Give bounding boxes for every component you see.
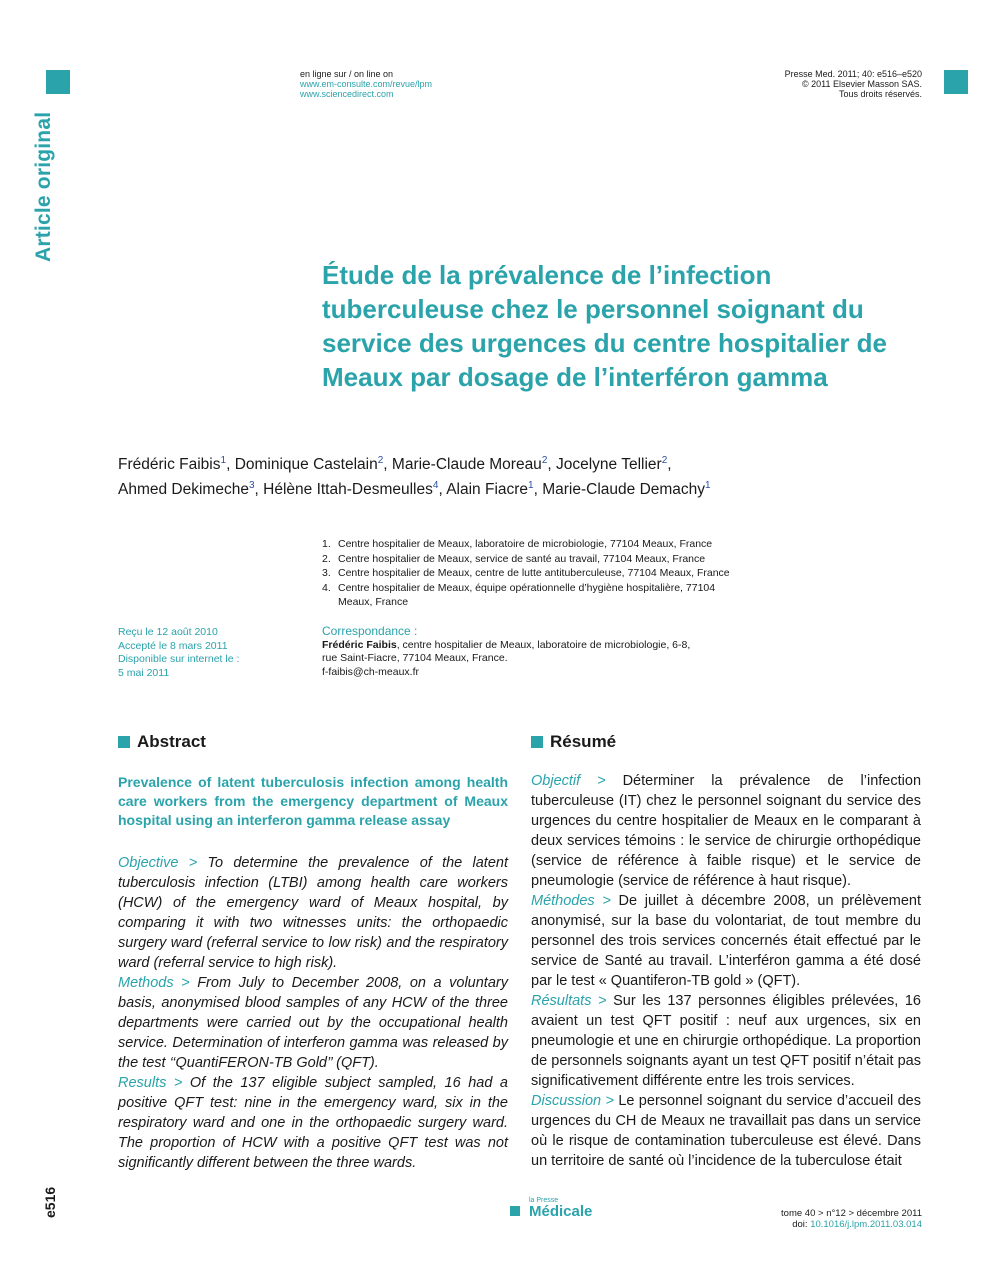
section-label: Objectif > <box>531 773 606 789</box>
correspondence-name: Frédéric Faibis <box>322 638 397 651</box>
doi-label: doi: <box>792 1219 811 1230</box>
article-dates <box>118 626 298 680</box>
author-affiliation-ref: 1 <box>220 455 227 466</box>
author-name: Hélène Ittah-Desmeulles <box>263 481 433 499</box>
affiliation-number: 3. <box>322 567 331 579</box>
heading-square-icon <box>531 736 543 748</box>
affiliation-item <box>322 537 742 552</box>
available-label: Disponible sur internet le : <box>118 653 240 665</box>
author-affiliation-ref: 4 <box>432 480 439 492</box>
author-affiliation-ref: 2 <box>377 455 384 466</box>
author-name: Alain Fiacre <box>446 481 529 499</box>
correspondence-label: Correspondance : <box>322 624 418 638</box>
article-type-label: Article original <box>32 111 55 262</box>
available-date: 5 mai 2011 <box>118 666 170 679</box>
online-info <box>300 69 432 99</box>
section-label: Methods > <box>118 975 190 991</box>
received-date: Reçu le 12 août 2010 <box>118 626 218 638</box>
section-label: Méthodes > <box>531 893 611 909</box>
resume-heading <box>531 732 616 752</box>
section-text: Sur les 137 personnes éligibles prélevées, 16 avaient un test QFT positif : neuf aux urgences, six en pneumologie et une en chirurgie orthopédique. La proportion de personnels soignants ayant un test QFT positif n’était pas significativement différente entre les trois services. <box>531 993 921 1089</box>
abstract-paragraph <box>118 1073 508 1173</box>
section-text: Le personnel soignant du service d’accueil des urgences du CH de Meaux ne travaillait pas dans un service où le risque de contamination tuberculeuse est élevé. Dans un territoire de santé où l’incidence de la tuberculose était <box>531 1093 921 1169</box>
affiliation-number: 4. <box>322 581 331 594</box>
resume-heading-text: Résumé <box>550 732 617 751</box>
affiliation-item <box>322 552 742 567</box>
resume-body <box>531 771 921 1171</box>
article-title: Étude de la prévalence de l’infection tuberculeuse chez le personnel soignant du service des urgences du centre hospitalier de Meaux par dosage de l’interféron gamma <box>322 260 888 392</box>
author-separator: , <box>533 481 543 499</box>
author-name: Ahmed Dekimeche <box>118 481 249 499</box>
section-text: Déterminer la prévalence de l’infection tuberculeuse (IT) chez le personnel soignant du service des urgences du centre hospitalier de Meaux en le comparant à deux services témoins : le service de chirurgie orthopédique (service de référence à faible risque) et le service de pneumologie (service de référence à haut risque). <box>531 773 922 889</box>
author-separator: , <box>383 456 392 474</box>
author-separator: , <box>547 456 556 474</box>
section-label: Results > <box>118 1075 183 1091</box>
rights: Tous droits réservés. <box>838 89 922 99</box>
abstract-heading <box>118 732 206 752</box>
accepted-date: Accepté le 8 mars 2011 <box>118 639 228 652</box>
section-label: Résultats > <box>531 993 607 1009</box>
page-number: e516 <box>42 1186 58 1218</box>
author-name: Frédéric Faibis <box>118 456 221 474</box>
logo-big-text: Médicale <box>529 1203 593 1220</box>
affiliation-list <box>322 537 742 610</box>
author-affiliation-ref: 2 <box>661 455 668 466</box>
author-separator: , <box>226 456 235 474</box>
sciencedirect-url[interactable]: www.sciencedirect.com <box>300 89 394 99</box>
corner-square-left <box>46 70 70 94</box>
correspondence <box>322 625 742 679</box>
affiliation-text: Centre hospitalier de Meaux, service de santé au travail, 77104 Meaux, France <box>338 552 706 565</box>
abstract-body <box>118 853 508 1173</box>
resume-paragraph <box>531 991 921 1091</box>
citation: Presse Med. 2011; 40: e516–e520 <box>784 69 922 79</box>
resume-paragraph <box>531 771 921 891</box>
author-separator: , <box>667 456 672 474</box>
issue: tome 40 > n°12 > décembre 2011 <box>781 1208 922 1219</box>
affiliation-text: Centre hospitalier de Meaux, centre de lutte antituberculeuse, 77104 Meaux, France <box>338 567 730 579</box>
correspondence-email[interactable]: f-faibis@ch-meaux.fr <box>322 665 420 678</box>
section-text: To determine the prevalence of the latent tuberculosis infection (LTBI) among health care workers (HCW) of the emergency ward of Meaux hospital, by comparing it with two witnesses units: the orthopaedic surgery ward (referral service to low risk) and the respiratory ward (referral service to high risk). <box>118 855 508 971</box>
logo-small-text: la Presse <box>529 1197 559 1204</box>
affiliation-text: Centre hospitalier de Meaux, laboratoire de microbiologie, 77104 Meaux, France <box>338 538 713 550</box>
affiliation-item <box>322 566 742 581</box>
affiliation-text: Centre hospitalier de Meaux, équipe opérationnelle d’hygiène hospitalière, 77104 Meaux, France <box>338 581 716 608</box>
affiliation-item <box>322 581 742 610</box>
author-name: Marie-Claude Moreau <box>391 456 542 474</box>
logo-square-icon <box>510 1206 520 1216</box>
author-name: Dominique Castelain <box>234 456 378 474</box>
journal-url[interactable]: www.em-consulte.com/revue/lpm <box>300 79 433 89</box>
affiliation-number: 2. <box>322 552 331 565</box>
resume-paragraph <box>531 891 921 991</box>
abstract-paragraph <box>118 973 508 1073</box>
correspondence-address: , centre hospitalier de Meaux, laboratoire de microbiologie, 6-8, <box>396 638 691 651</box>
section-text: Of the 137 eligible subject sampled, 16 had a positive QFT test: nine in the emergency ward, six in the respiratory ward and one in the orthopaedic surgery ward. The proportion of HCW with a positive QFT test was not significantly different between the three wards. <box>118 1075 508 1171</box>
author-separator: , <box>254 481 264 499</box>
issue-info <box>622 1208 922 1230</box>
author-affiliation-ref: 3 <box>248 480 255 492</box>
resume-paragraph <box>531 1091 921 1171</box>
correspondence-address-2: rue Saint-Fiacre, 77104 Meaux, France. <box>322 652 508 664</box>
abstract-title: Prevalence of latent tuberculosis infection among health care workers from the emergency department of Meaux hospital using an interferon gamma release assay <box>118 774 508 828</box>
author-name: Jocelyne Tellier <box>556 456 662 474</box>
author-affiliation-ref: 1 <box>528 480 534 492</box>
online-label: en ligne sur / on line on <box>300 69 394 79</box>
section-label: Objective > <box>118 855 198 871</box>
heading-square-icon <box>118 736 130 748</box>
author-list <box>118 450 878 500</box>
abstract-heading-text: Abstract <box>137 732 206 751</box>
doi-link[interactable]: 10.1016/j.lpm.2011.03.014 <box>810 1219 922 1230</box>
section-text: From July to December 2008, on a voluntary basis, anonymised blood samples of any HCW of the three departments were carried out by the occupational health service. Determination of interferon gamma was released by the test ‘‘QuantiFERON-TB Gold’’ (QFT). <box>118 975 508 1071</box>
author-affiliation-ref: 1 <box>705 480 711 492</box>
author-name: Marie-Claude Demachy <box>542 481 706 499</box>
citation-info <box>622 69 922 99</box>
abstract-paragraph <box>118 853 508 973</box>
section-text: De juillet à décembre 2008, un prélèvement anonymisé, sur la base du volontariat, de tout membre du personnel des trois services concernés était effectué par le service de Santé au travail. L’interféron gamma a été dosé par le test « Quantiferon-TB gold » (QFT). <box>531 893 921 989</box>
author-affiliation-ref: 2 <box>541 455 548 466</box>
affiliation-number: 1. <box>322 538 331 550</box>
section-label: Discussion > <box>531 1093 614 1109</box>
author-separator: , <box>438 481 447 499</box>
corner-square-right <box>944 70 968 94</box>
copyright: © 2011 Elsevier Masson SAS. <box>801 79 922 89</box>
journal-logo <box>510 1197 592 1219</box>
